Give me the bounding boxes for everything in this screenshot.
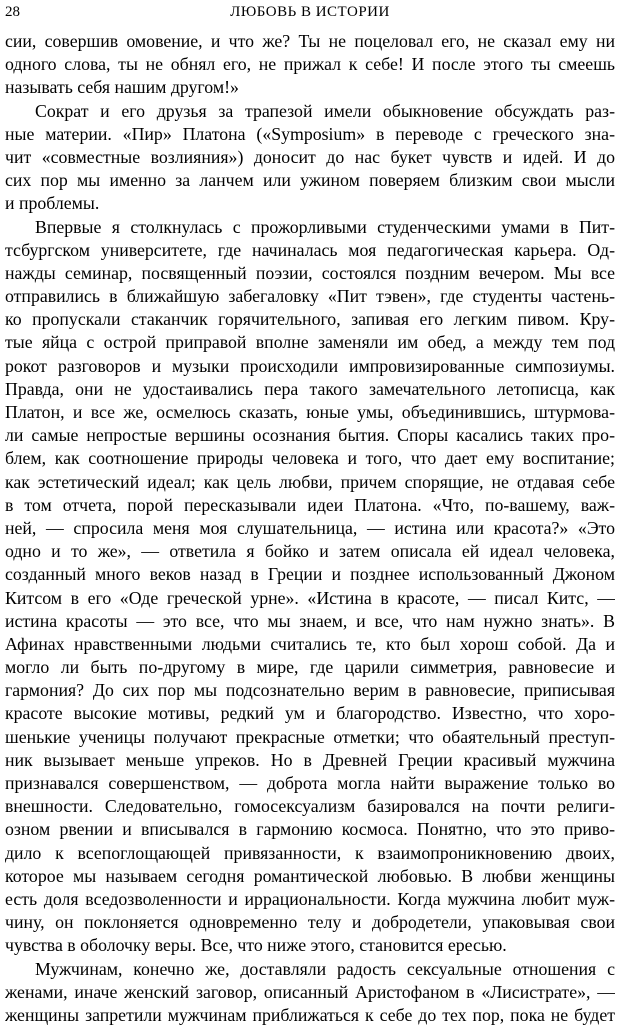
text-line: женщины запретили мужчинам приближаться к себе до тех пор, пока не будет xyxy=(5,1004,615,1025)
text-line: Впервые я столкнулась с прожорливыми студенческими умами в Пит- xyxy=(35,216,615,237)
text-line: чит «совместные возлияния») доносит до нас букет чувств и идей. И до xyxy=(5,146,615,167)
text-line: есть доля вседозволенности и иррациональности. Когда мужчина любит муж- xyxy=(5,888,615,909)
text-line: внешности. Следовательно, гомосексуализм базировался на почти религи- xyxy=(5,796,615,817)
text-line: тсбургском университете, где начиналась моя педагогическая карьера. Од- xyxy=(5,239,615,260)
text-line: признавался совершенством, — доброта могла найти выражение только во xyxy=(5,773,615,793)
text-line: как эстетический идеал; как цель любви, причем спорящие, не отдавая себе xyxy=(5,471,615,492)
text-line: тые яйца с острой приправой вполне заменяли им обед, а между тем под xyxy=(5,332,615,353)
text-line: одно и то же», — ответила я бойко и затем описала ей идеал человека, xyxy=(5,541,615,562)
text-line: ко пропускали стаканчик горячительного, запивая его легким пивом. Кру- xyxy=(5,309,615,330)
text-line: Правда, они не удостаивались пера такого замечательного летописца, как xyxy=(5,378,615,399)
text-line: одного слова, ты не обнял его, не прижал к себе! И после этого ты смеешь xyxy=(5,54,615,75)
page-header xyxy=(0,0,620,24)
text-line: нажды семинар, посвященный поэзии, состоялся поздним вечером. Мы все xyxy=(5,262,615,283)
text-line: Платон, и все же, осмелюсь сказать, юные умы, объединившись, штурмова- xyxy=(5,402,615,422)
text-line: ли самые непростые вершины осознания бытия. Споры касались таких про- xyxy=(5,425,615,446)
text-line: озном рвении и вписывался в гармонию космоса. Понятно, что это приво- xyxy=(5,819,615,840)
text-line: ней, — спросила меня моя слушательница, — истина или красота?» «Это xyxy=(5,517,615,538)
text-line: ные материи. «Пир» Платона («Symposium» в переводе с греческого зна- xyxy=(5,123,615,144)
text-line: могло ли быть по-другому в мире, где царили симметрия, равновесие и xyxy=(5,657,615,678)
body-text xyxy=(5,30,615,1027)
text-line: отправились в ближайшую забегаловку «Пит тэвен», где студенты частень- xyxy=(5,286,615,307)
text-line: блем, как соотношение природы человека и того, что дает ему воспитание; xyxy=(5,448,615,469)
text-line: дило к всепоглощающей привязанности, к взаимопроникновению двоих, xyxy=(5,842,615,863)
text-line: сих пор мы именно за ланчем или ужином поверяем близким свои мысли xyxy=(5,170,615,191)
text-line: которое мы называем сегодня романтической любовью. В любви женщины xyxy=(5,865,615,886)
text-line: красоте высокие мотивы, редкий ум и благородство. Известно, что хоро- xyxy=(5,703,615,724)
text-line: Китсом в его «Оде греческой урне». «Истина в красоте, — писал Китс, — xyxy=(5,587,615,608)
text-line: женами, иначе женский заговор, описанный Аристофаном в «Лисистрате», — xyxy=(5,981,615,1002)
text-line: истина красоты — это все, что мы знаем, и все, что нам нужно знать». В xyxy=(5,610,615,631)
text-line: ник вызывает меньше упреков. Но в Древней Греции красивый мужчина xyxy=(5,749,615,770)
text-line: Сократ и его друзья за трапезой имели обыкновение обсуждать раз- xyxy=(35,100,615,121)
text-line: Мужчинам, конечно же, доставляли радость сексуальные отношения с xyxy=(35,958,615,979)
text-line: шенькие ученицы получают прекрасные отметки; что обаятельный преступ- xyxy=(5,726,615,747)
text-line: сии, совершив омовение, и что же? Ты не поцеловал его, не сказал ему ни xyxy=(5,31,615,51)
text-line: созданный много веков назад в Греции и позднее использованный Джоном xyxy=(5,564,615,585)
text-line: гармония? До сих пор мы подсознательно верим в равновесие, приписывая xyxy=(5,680,615,701)
text-line: рокот разговоров и музыки происходили импровизированные симпозиумы. xyxy=(5,355,615,376)
text-line: Афинах нравственными людьми считались те, кто был хорош собой. Да и xyxy=(5,633,615,654)
text-line: называть себя нашим другом!» xyxy=(5,77,239,98)
text-line: в том отчета, порой пересказывали идеи Платона. «Что, по-вашему, важ- xyxy=(5,494,615,515)
text-line: и проблемы. xyxy=(5,193,100,214)
text-line: чувства в оболочку веры. Все, что ниже этого, становится ересью. xyxy=(5,935,507,956)
running-title: ЛЮБОВЬ В ИСТОРИИ xyxy=(230,4,390,20)
text-line: чину, он поклоняется одновременно телу и добродетели, упаковывая свои xyxy=(5,912,615,933)
page-number: 28 xyxy=(5,4,20,20)
